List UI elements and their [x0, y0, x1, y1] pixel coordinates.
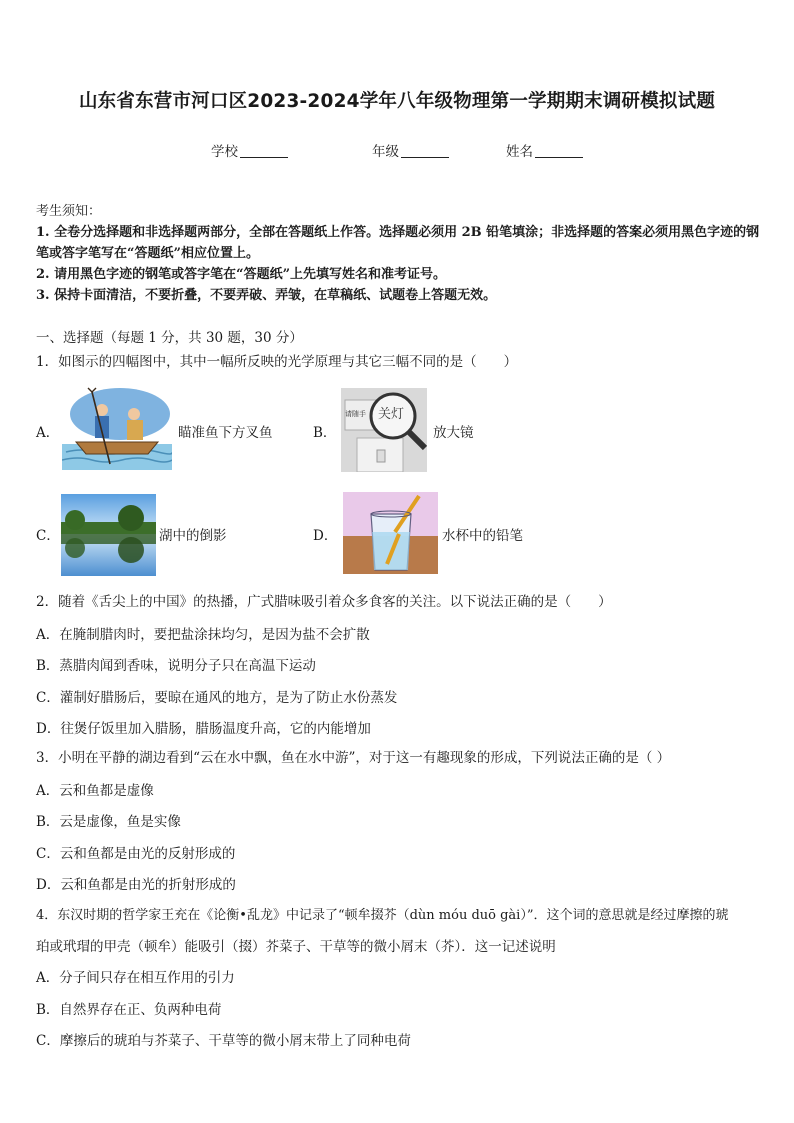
q1-stem: 1．如图示的四幅图中，其中一幅所反映的光学原理与其它三幅不同的是（ ） — [36, 354, 518, 370]
q2-option-a: A．在腌制腊肉时，要把盐涂抹均匀，是因为盐不会扩散 — [36, 627, 370, 643]
grade-blank — [401, 143, 449, 158]
q3-option-c: C．云和鱼都是由光的反射形成的 — [36, 846, 236, 862]
name-blank — [535, 143, 583, 158]
school-label: 学校 — [211, 144, 238, 160]
lake-reflection-icon — [61, 494, 156, 576]
q3-option-d: D．云和鱼都是由光的折射形成的 — [36, 877, 236, 893]
q3-stem: 3．小明在平静的湖边看到“云在水中飘，鱼在水中游”，对于这一有趣现象的形成，下列说法正确的是（ ） — [36, 750, 671, 766]
page-title: 山东省东营市河口区2023-2024学年八年级物理第一学期期末调研模拟试题 — [78, 91, 716, 112]
sign-small-text: 请随手 — [345, 410, 366, 418]
magnifier-photo-icon — [341, 388, 427, 472]
q4-stem-line2: 珀或玳瑁的甲壳（顿牟）能吸引（掇）芥菜子、干草等的微小屑末（芥）．这一记述说明 — [36, 939, 556, 955]
q1-option-b-letter: B． — [313, 425, 337, 441]
q1-image-lake-reflection — [61, 494, 156, 576]
exam-notice — [36, 201, 760, 306]
q4-stem-line1: 4．东汉时期的哲学家王充在《论衡•乱龙》中记录了“顿牟掇芥（dùn móu duō gài）”．这个词的意思就是经过摩擦的琥 — [36, 908, 729, 923]
q2-option-b: B．蒸腊肉闻到香味，说明分子只在高温下运动 — [36, 658, 316, 674]
q1-image-pencil-in-glass — [343, 492, 438, 574]
name-label: 姓名 — [506, 144, 533, 160]
q1-option-d-text: 水杯中的铅笔 — [442, 528, 523, 544]
q2-stem: 2．随着《舌尖上的中国》的热播，广式腊味吸引着众多食客的关注。以下说法正确的是（ ） — [36, 594, 612, 610]
grade-label: 年级 — [372, 144, 399, 160]
notice-item-1: 1. 全卷分选择题和非选择题两部分，全部在答题纸上作答。选择题必须用 2B 铅笔填涂；非选择题的答案必须用黑色字迹的钢笔或答字笔写在“答题纸”相应位置上。 — [36, 225, 760, 261]
name-field — [506, 140, 583, 160]
q4-option-c: C．摩擦后的琥珀与芥菜子、干草等的微小屑末带上了同种电荷 — [36, 1033, 411, 1049]
q1-option-b-text: 放大镜 — [433, 425, 474, 441]
notice-heading: 考生须知： — [36, 204, 102, 219]
pencil-glass-icon — [343, 492, 438, 574]
notice-item-3: 3. 保持卡面清洁，不要折叠，不要弄破、弄皱，在草稿纸、试题卷上答题无效。 — [36, 288, 497, 303]
q2-option-c: C．灌制好腊肠后，要晾在通风的地方，是为了防止水份蒸发 — [36, 690, 398, 706]
q1-option-c-text: 湖中的倒影 — [159, 528, 227, 544]
q1-option-a-text: 瞄准鱼下方叉鱼 — [178, 425, 273, 441]
school-field — [211, 140, 288, 160]
section-heading: 一、选择题（每题 1 分，共 30 题，30 分） — [36, 330, 303, 346]
q4-option-a: A．分子间只存在相互作用的引力 — [36, 970, 235, 986]
school-blank — [240, 143, 288, 158]
q1-option-d-letter: D． — [313, 528, 338, 544]
q4-option-b: B．自然界存在正、负两种电荷 — [36, 1002, 222, 1018]
q3-option-b: B．云是虚像，鱼是实像 — [36, 814, 181, 830]
notice-item-2: 2. 请用黑色字迹的钢笔或答字笔在“答题纸”上先填写姓名和准考证号。 — [36, 267, 447, 282]
q2-option-d: D．往煲仔饭里加入腊肠，腊肠温度升高，它的内能增加 — [36, 721, 371, 737]
q3-option-a: A．云和鱼都是虚像 — [36, 783, 154, 799]
sign-magnified-text: 关灯 — [378, 407, 405, 422]
q1-image-fishing — [62, 386, 172, 470]
grade-field — [372, 140, 449, 160]
q1-option-c-letter: C． — [36, 528, 60, 544]
q1-image-magnifier — [341, 388, 427, 472]
fishing-boat-icon — [62, 386, 172, 470]
q1-option-a-letter: A． — [36, 425, 60, 441]
